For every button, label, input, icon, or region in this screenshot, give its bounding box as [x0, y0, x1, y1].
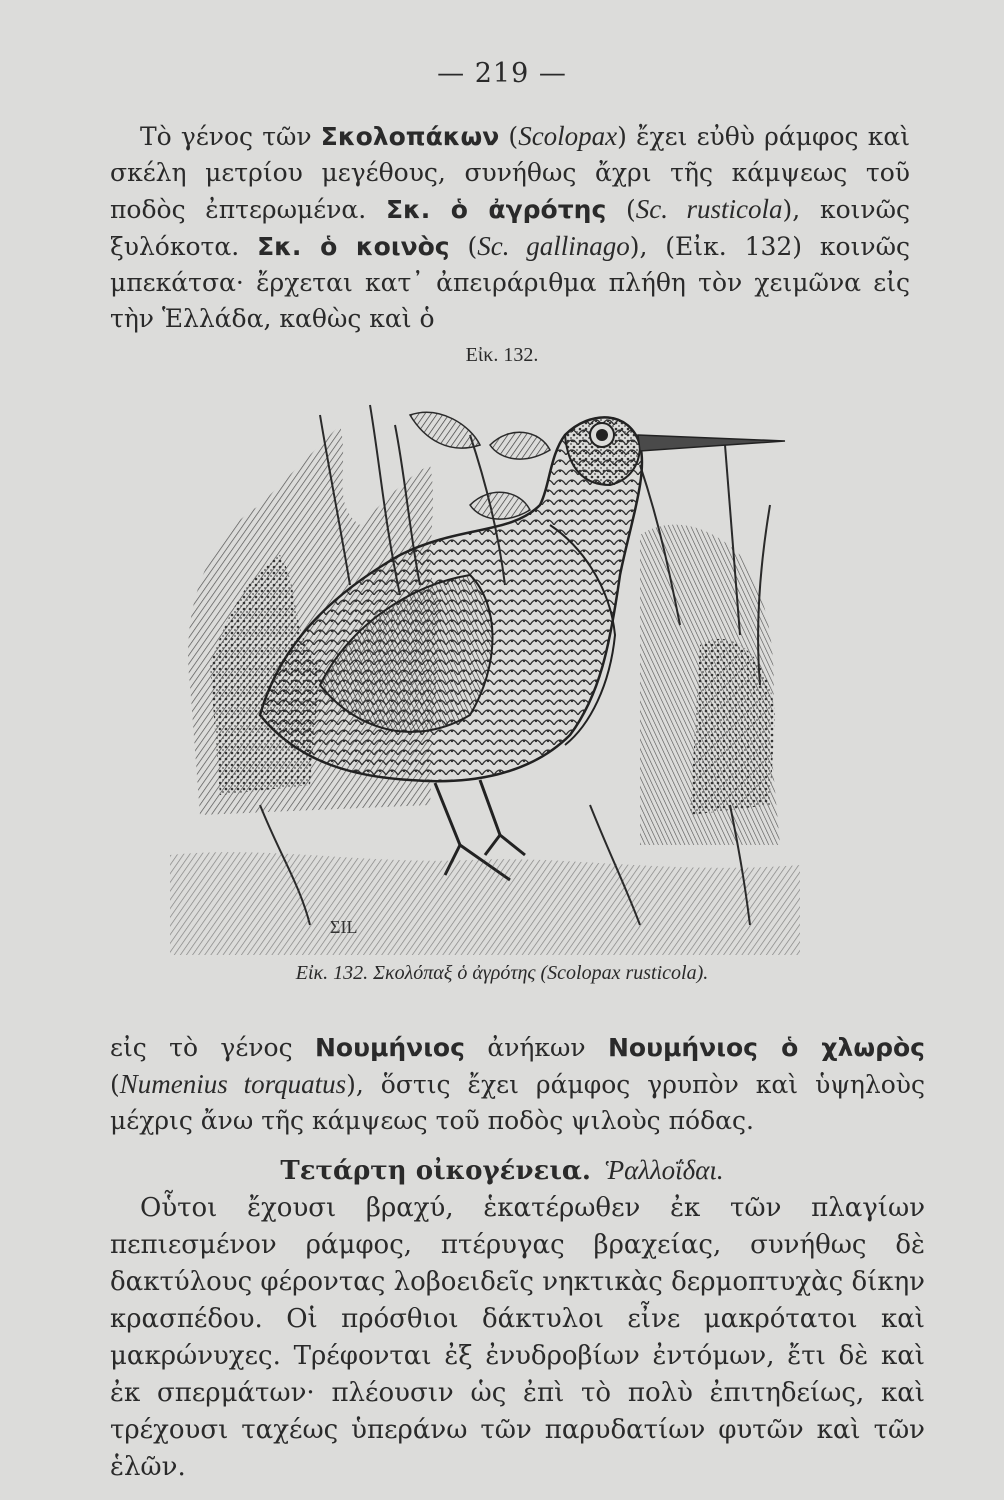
- woodcock-illustration: [170, 385, 800, 955]
- latin-name: Sc. rusticola: [635, 194, 783, 224]
- species-name-bold: Σκ. ὁ ἀγρότης: [385, 195, 607, 224]
- woodcock-engraving: [170, 385, 800, 955]
- numenius-paragraph: εἰς τὸ γένος Νουμήνιος ἀνήκων Νουμήνιος ὁ χλωρὸς (Numenius torquatus), ὅστις ἔχει ράμφος γρυπὸν καὶ ὑψηλοὺς μέχρις ἄνω τῆς κάμψεως τοῦ ποδὸς ψιλοὺς πόδας.: [110, 1033, 925, 1135]
- page-number: — 219 —: [437, 58, 567, 89]
- species-name-bold: Σκ. ὁ κοινὸς: [257, 232, 450, 261]
- latin-name: Numenius torquatus: [119, 1069, 347, 1099]
- genus-name-bold: Νουμήνιος: [314, 1033, 465, 1062]
- figure-caption: Εἰκ. 132. Σκολόπαξ ὁ ἀγρότης (Scolopax rusticola).: [295, 962, 709, 984]
- genus-name-bold: Σκολοπάκων: [320, 122, 500, 151]
- family-heading: Τετάρτη οἰκογένεια.: [280, 1156, 591, 1186]
- intro-paragraph: Τὸ γένος τῶν Σκολοπάκων (Scolopax) ἔχει εὐθὺ ράμφος καὶ σκέλη μετρίου μεγέθους, συνήθως ἄχρι τῆς κάμψεως τοῦ ποδὸς ἐπτερωμένα. Σκ. ὁ ἀγρότης (Sc. rusticola), κοινῶς ξυλόκοτα. Σκ. ὁ κοινὸς (Sc. gallinago), (Εἰκ. 132) κοινῶς μπεκάτσα· ἔρχεται κατ᾽ ἀπειράριθμα πλήθη τὸν χειμῶνα εἰς τὴν Ἑλλάδα, καθὼς καὶ ὁ: [110, 121, 911, 333]
- latin-name: Scolopax: [518, 121, 618, 151]
- family-name: Ῥαλλοΐδαι.: [604, 1155, 724, 1185]
- engraver-signature: ΣΙL: [330, 917, 358, 937]
- latin-name: Sc. gallinago: [477, 231, 630, 261]
- figure-label: Εἰκ. 132.: [465, 344, 539, 366]
- species-name-bold: Νουμήνιος ὁ χλωρὸς: [608, 1033, 925, 1062]
- section-heading: [0, 1152, 1004, 1189]
- rallidae-paragraph: Οὗτοι ἔχουσι βραχύ, ἑκατέρωθεν ἐκ τῶν πλαγίων πεπιεσμένον ράμφος, πτέρυγας βραχείας, συνήθως δὲ δακτύλους φέροντας λοβοειδεῖς νηκτικὰς δερμοπτυχὰς δίκην κρασπέδου. Οἱ πρόσθιοι δάκτυλοι εἶνε μακρότατοι καὶ μακρώνυχες. Τρέφονται ἐξ ἐνυδροβίων ἐντόμων, ἔτι δὲ καὶ ἐκ σπερμάτων· πλέουσιν ὡς ἐπὶ τὸ πολὺ ἐπιτηδείως, καὶ τρέχουσι ταχέως ὑπεράνω τῶν παρυδατίων φυτῶν καὶ τῶν ἑλῶν.: [110, 1193, 925, 1482]
